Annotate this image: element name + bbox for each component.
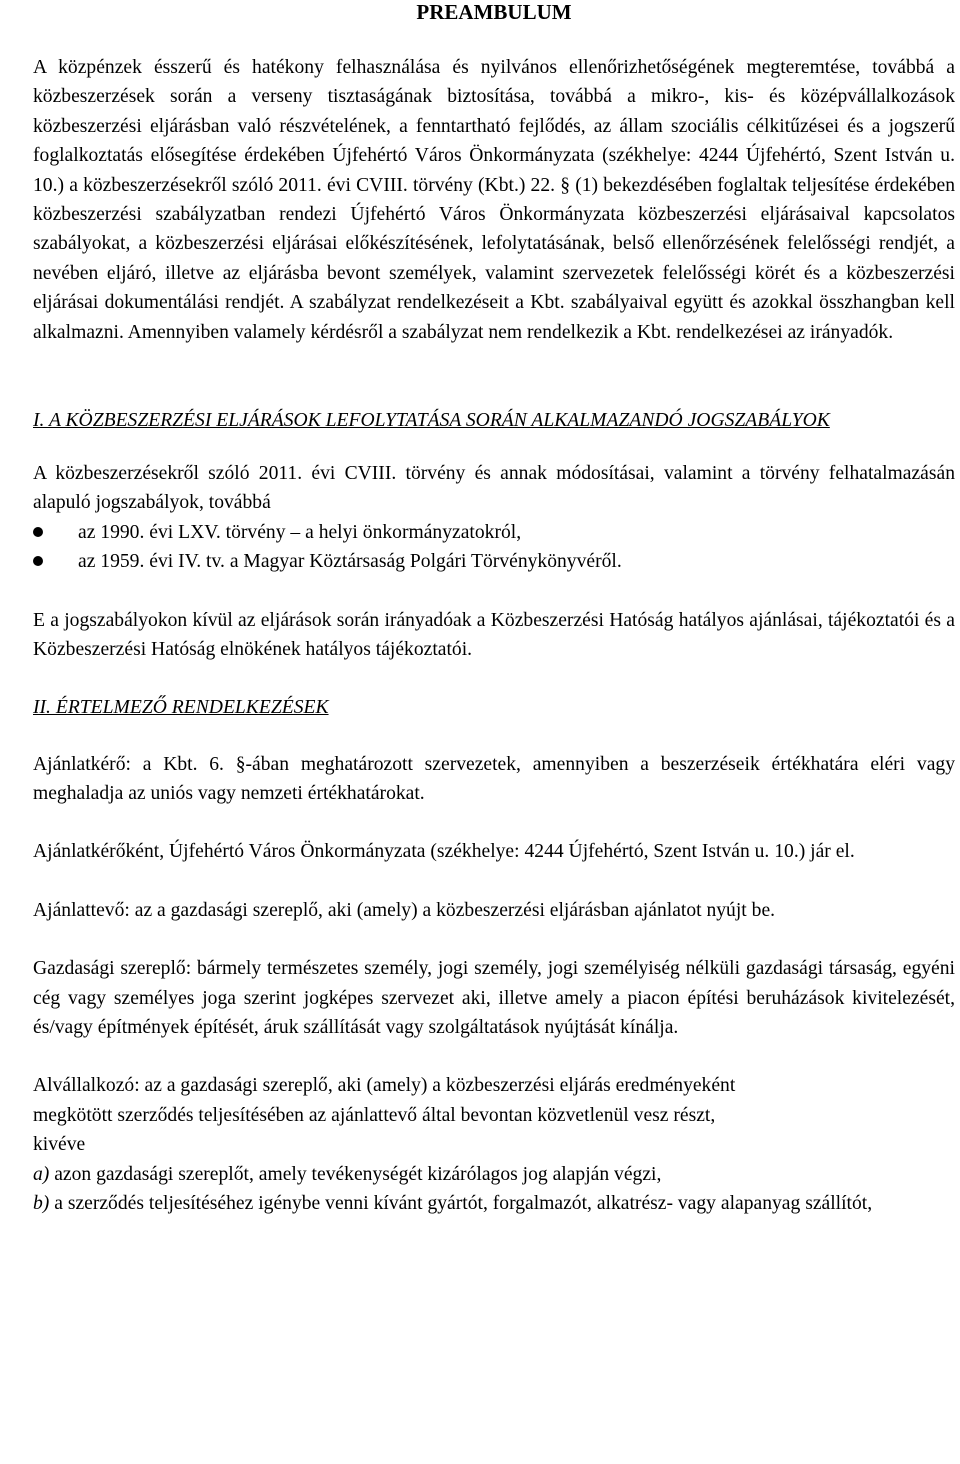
list-item bbox=[33, 547, 955, 576]
section-1-extra: E a jogszabályokon kívül az eljárások során irányadóak a Közbeszerzési Hatóság hatályos ajánlásai, tájékoztatói és a Közbeszerzési Hatóság elnökének hatályos tájékoztatói. bbox=[33, 609, 955, 661]
definition-subitem-b bbox=[33, 1189, 955, 1218]
subitem-letter: a) bbox=[33, 1163, 50, 1185]
bullet-icon bbox=[33, 527, 43, 537]
section-1-heading: I. A KÖZBESZERZÉSI ELJÁRÁSOK LEFOLYTATÁSA SORÁN ALKALMAZANDÓ JOGSZABÁLYOK bbox=[33, 410, 830, 432]
subcontractor-definition bbox=[33, 1071, 955, 1218]
definition-paragraph: Ajánlatkérőként, Újfehértó Város Önkormányzata (székhelye: 4244 Újfehértó, Szent István u. 10.) jár el. bbox=[33, 841, 855, 863]
legislation-list bbox=[33, 518, 955, 577]
subitem-text: a szerződés teljesítéséhez igénybe venni kívánt gyártót, forgalmazót, alkatrész- vagy alapanyag szállítót, bbox=[49, 1192, 873, 1214]
definition-line: megkötött szerződés teljesítésében az ajánlattevő által bevontan közvetlenül vesz részt, bbox=[33, 1104, 716, 1126]
definition-paragraph: Ajánlattevő: az a gazdasági szereplő, aki (amely) a közbeszerzési eljárásban ajánlatot nyújt be. bbox=[33, 899, 776, 921]
subitem-letter: b) bbox=[33, 1192, 50, 1214]
preamble-paragraph: A közpénzek ésszerű és hatékony felhasználása és nyilvános ellenőrizhetőségének megteremtése, továbbá a közbeszerzések során a verseny tisztaságának biztosítása, továbbá a mikro-, kis- és középvállalkozások közbeszerzési eljárásban való részvételének, a fenntartható fejlődés, az állam szociális célkitűzései és a jogszerű foglalkoztatás elősegítése érdekében Újfehértó Város Önkormányzata (székhelye: 4244 Újfehértó, Szent István u. 10.) a közbeszerzésekről szóló 2011. évi CVIII. törvény (Kbt.) 22. § (1) bekezdésében foglaltak teljesítése érdekében közbeszerzési szabályzatban rendezi Újfehértó Város Önkormányzata közbeszerzési eljárásaival kapcsolatos szabályokat, a közbeszerzési eljárásai előkészítésének, lefolytatásának, belső ellenőrzésének felelősségi rendjét, a nevében eljáró, illetve az eljárásba bevont személyek, valamint szervezetek felelősségi körét és a közbeszerzési eljárásai dokumentálási rendjét. A szabályzat rendelkezéseit a Kbt. szabályaival együtt és azokkal összhangban kell alkalmazni. Amennyiben valamely kérdésről a szabályzat nem rendelkezik a Kbt. rendelkezései az irányadók. bbox=[33, 57, 955, 343]
definition-line: Alvállalkozó: az a gazdasági szereplő, aki (amely) a közbeszerzési eljárás eredményeként bbox=[33, 1075, 736, 1097]
definition-paragraph: Ajánlatkérő: a Kbt. 6. §-ában meghatározott szervezetek, amennyiben a beszerzéseik értékhatára eléri vagy meghaladja az uniós vagy nemzeti értékhatárokat. bbox=[33, 753, 955, 804]
section-1-intro: A közbeszerzésekről szóló 2011. évi CVIII. törvény és annak módosításai, valamint a törvény felhatalmazásán alapuló jogszabályok, továbbá bbox=[33, 463, 955, 514]
definition-subitem-a bbox=[33, 1160, 955, 1189]
bullet-icon bbox=[33, 556, 43, 566]
definition-line: kivéve bbox=[33, 1134, 86, 1156]
list-item bbox=[33, 518, 955, 547]
section-2-heading: II. ÉRTELMEZŐ RENDELKEZÉSEK bbox=[33, 696, 329, 718]
subitem-text: azon gazdasági szereplőt, amely tevékenységét kizárólagos jog alapján végzi, bbox=[49, 1163, 662, 1185]
list-item-text: az 1990. évi LXV. törvény – a helyi önkormányzatokról, bbox=[78, 521, 522, 543]
document-title: PREAMBULUM bbox=[416, 0, 572, 24]
list-item-text: az 1959. évi IV. tv. a Magyar Köztársaság Polgári Törvénykönyvéről. bbox=[78, 551, 622, 573]
definition-paragraph: Gazdasági szereplő: bármely természetes személy, jogi személy, jogi személyiség nélküli gazdasági társaság, egyéni cég vagy személyes joga szerint jogképes szervezet aki, illetve amely a piacon építési beruházások kivitelezését, és/vagy építmények építését, áruk szállítását vagy szolgáltatások nyújtását kínálja. bbox=[33, 958, 955, 1038]
document-page bbox=[33, 0, 955, 1218]
